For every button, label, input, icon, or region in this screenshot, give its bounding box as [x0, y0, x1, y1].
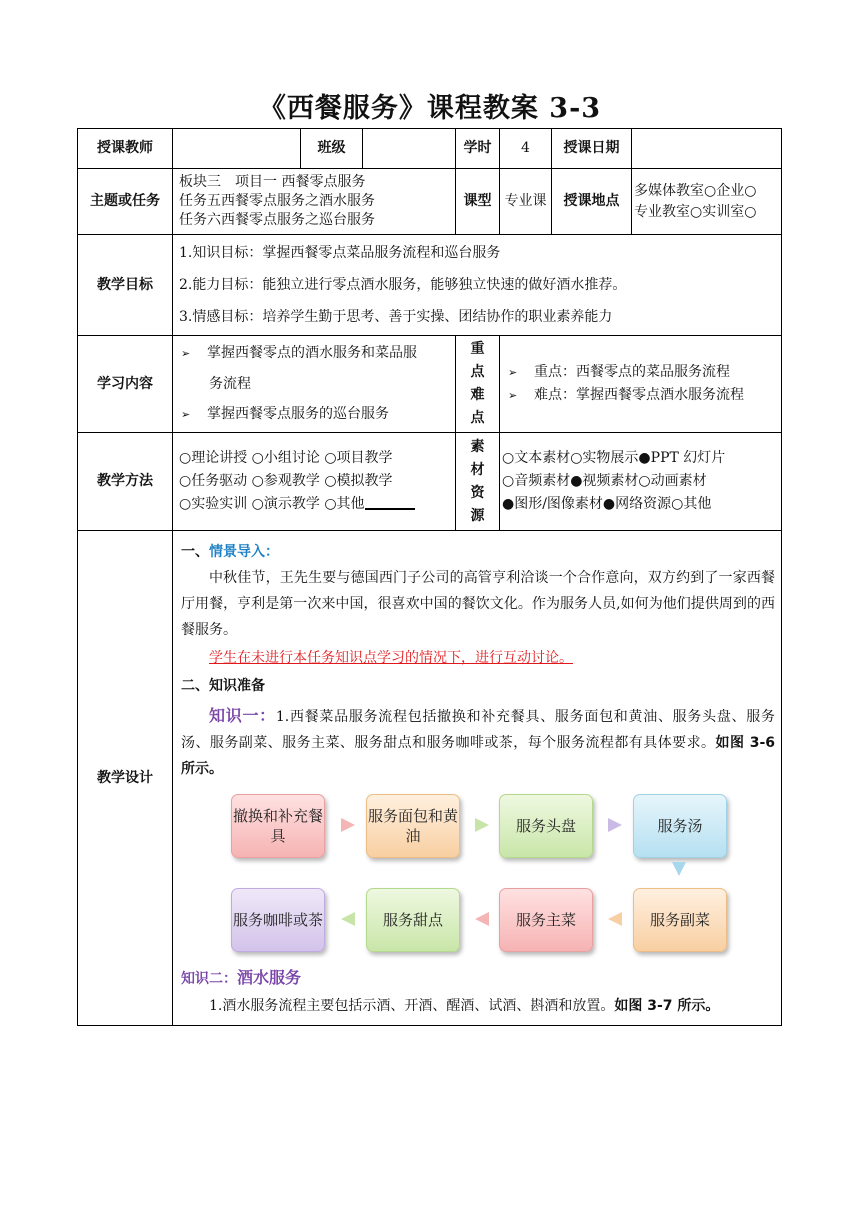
- flow-step: 服务副菜: [633, 888, 727, 952]
- design-value: [173, 531, 782, 1026]
- arrow-left-icon: [341, 912, 355, 926]
- key-item: ➢ 重点：西餐零点的菜品服务流程: [506, 361, 775, 384]
- section-knowledge-heading: 二、知识准备: [181, 678, 265, 694]
- design-label: 教学设计: [78, 531, 173, 1026]
- objective-item: 2.能力目标：能独立进行零点酒水服务，能够独立快速的做好酒水推荐。: [179, 277, 627, 293]
- row-basic-info: [78, 129, 782, 169]
- topic-line: 板块三 项目一 西餐零点服务: [179, 174, 366, 190]
- row-objectives: [78, 235, 782, 336]
- objectives-label: 教学目标: [78, 235, 173, 336]
- methods-label: 教学方法: [78, 433, 173, 531]
- location-label: 授课地点: [552, 169, 632, 235]
- arrow-bullet-icon: ➢: [181, 347, 191, 360]
- knowledge-two-heading: 知识二：酒水服务: [181, 968, 302, 987]
- flow-step: 撤换和补充餐具: [231, 794, 325, 858]
- location-value: [632, 169, 782, 235]
- content-item-cont: 务流程: [209, 376, 251, 392]
- method-line: ○理论讲授 ○小组讨论 ○项目教学: [179, 450, 393, 466]
- teacher-value: [173, 129, 301, 169]
- content-value: [173, 336, 456, 433]
- materials-value: [500, 433, 782, 531]
- key-points-label: 重 点 难 点: [456, 336, 500, 433]
- content-item: ➢ 掌握西餐零点的酒水服务和菜品服: [179, 338, 449, 369]
- type-label: 课型: [456, 169, 500, 235]
- section-intro-heading: 一、情景导入：: [181, 544, 279, 560]
- flow-step: 服务甜点: [366, 888, 460, 952]
- page-title: 《西餐服务》课程教案 3-3: [258, 93, 602, 124]
- row-content: [78, 336, 782, 433]
- class-value: [363, 129, 456, 169]
- knowledge-one-label: 知识一：: [209, 706, 276, 725]
- material-line: ○文本素材○实物展示●PPT 幻灯片: [502, 450, 726, 466]
- arrow-left-icon: [608, 912, 622, 926]
- methods-value: [173, 433, 456, 531]
- arrow-right-icon: [341, 818, 355, 832]
- teacher-label: 授课教师: [78, 129, 173, 169]
- material-line: ●图形/图像素材●网络资源○其他: [502, 496, 712, 512]
- content-label: 学习内容: [78, 336, 173, 433]
- content-item: ➢ 掌握西餐零点服务的巡台服务: [179, 399, 449, 430]
- location-line: 专业教室○实训室○: [634, 203, 757, 220]
- flow-step: 服务主菜: [499, 888, 593, 952]
- arrow-bullet-icon: ➢: [181, 408, 191, 421]
- row-design: [78, 531, 782, 1026]
- method-line: ○任务驱动 ○参观教学 ○模拟教学: [179, 473, 393, 489]
- class-label: 班级: [301, 129, 363, 169]
- knowledge-two-paragraph: 1.酒水服务流程主要包括示酒、开酒、醒酒、试酒、斟酒和放置。如图 3-7 所示。: [209, 998, 720, 1014]
- arrow-bullet-icon: ➢: [508, 366, 518, 379]
- hours-value: 4: [500, 129, 552, 169]
- date-value: [632, 129, 782, 169]
- knowledge-one-paragraph: 知识一：1.西餐菜品服务流程包括撤换和补充餐具、服务面包和黄油、服务头盘、服务汤、服务副菜、服务主菜、服务甜点和服务咖啡或茶，每个服务流程都有具体要求。如图 3-6 所示。: [181, 706, 776, 777]
- lesson-plan-table: [77, 128, 782, 1026]
- material-line: ○音频素材●视频素材○动画素材: [502, 473, 707, 489]
- arrow-left-icon: [475, 912, 489, 926]
- intro-paragraph: 中秋佳节，王先生要与德国西门子公司的高管亨利洽谈一个合作意向，双方约到了一家西餐厅用餐，亨利是第一次来中国，很喜欢中国的餐饮文化。作为服务人员,如何为他们提供周到的西餐服务。: [181, 570, 775, 638]
- flow-step: 服务头盘: [499, 794, 593, 858]
- flow-step: 服务汤: [633, 794, 727, 858]
- location-line: 多媒体教室○企业○: [634, 182, 757, 199]
- arrow-right-icon: [475, 818, 489, 832]
- arrow-bullet-icon: ➢: [508, 389, 518, 402]
- service-flow-diagram: [181, 790, 775, 960]
- flow-step: 服务面包和黄油: [366, 794, 460, 858]
- date-label: 授课日期: [552, 129, 632, 169]
- arrow-down-icon: [672, 862, 686, 876]
- key-points-value: [500, 336, 782, 433]
- discussion-note: 学生在未进行本任务知识点学习的情况下，进行互动讨论。: [209, 650, 573, 666]
- hours-label: 学时: [456, 129, 500, 169]
- topic-line: 任务六西餐零点服务之巡台服务: [179, 212, 375, 228]
- type-value: 专业课: [500, 169, 552, 235]
- materials-label: 素 材 资 源: [456, 433, 500, 531]
- objectives-value: [173, 235, 782, 336]
- method-line: ○实验实训 ○演示教学 ○其他: [179, 493, 449, 516]
- key-item: ➢ 难点：掌握西餐零点酒水服务流程: [506, 384, 775, 407]
- topic-line: 任务五西餐零点服务之酒水服务: [179, 193, 375, 209]
- row-methods: [78, 433, 782, 531]
- topic-value: [173, 169, 456, 235]
- row-topic: [78, 169, 782, 235]
- flow-step: 服务咖啡或茶: [231, 888, 325, 952]
- objective-item: 3.情感目标：培养学生勤于思考、善于实操、团结协作的职业素养能力: [179, 309, 613, 325]
- objective-item: 1.知识目标：掌握西餐零点菜品服务流程和巡台服务: [179, 245, 501, 261]
- arrow-right-icon: [608, 818, 622, 832]
- topic-label: 主题或任务: [78, 169, 173, 235]
- other-blank: [365, 508, 415, 510]
